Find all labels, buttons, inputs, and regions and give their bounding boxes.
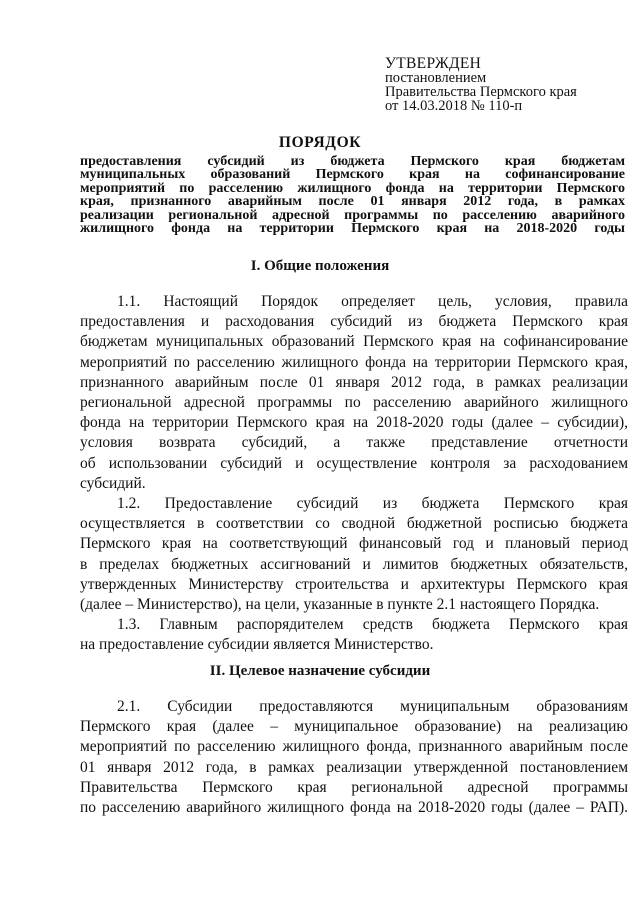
text-line: мероприятий по расселению жилищного фонда на территории Пермского края, <box>80 353 628 371</box>
text-line: 1.3. Главным распорядителем средств бюджета Пермского края <box>117 616 628 633</box>
text-line: осуществляется в соответствии со сводной бюджетной росписью бюджета <box>80 515 628 533</box>
subtitle-line: реализации региональной адресной программы по расселению аварийного <box>80 207 625 223</box>
text-line: 1.2. Предоставление субсидий из бюджета Пермского края <box>117 495 628 512</box>
text-line: Пермского края (далее – муниципальное образование) на реализацию <box>80 718 628 736</box>
text-line: мероприятий по расселению жилищного фонда, признанного аварийным после <box>80 738 628 756</box>
text-line: 01 января 2012 года, в рамках реализации утвержденной постановлением <box>80 758 628 776</box>
text-line: утвержденных Министерству строительства и архитектуры Пермского края <box>80 575 628 593</box>
text-line: в пределах бюджетных ассигнований и лимитов бюджетных обязательств, <box>80 555 628 573</box>
paragraph-2-1 <box>80 697 628 818</box>
text-line: по расселению аварийного жилищного фонда на 2018-2020 годы (далее – РАП). <box>80 799 628 817</box>
text-line: на предоставление субсидии является Министерство. <box>80 636 434 654</box>
section-1-heading: I. Общие положения <box>250 258 390 274</box>
subtitle-line: края, признанного аварийным после 01 января 2012 года, в рамках <box>80 194 625 210</box>
subtitle-line: мероприятий по расселению жилищного фонда на территории Пермского <box>80 180 625 196</box>
text-line: 1.1. Настоящий Порядок определяет цель, условия, правила <box>117 293 628 310</box>
document-subtitle <box>80 155 625 235</box>
text-line: фонда на территории Пермского края на 2018-2020 годы (далее – субсидии), <box>80 414 628 432</box>
text-line: (далее – Министерство), на цели, указанные в пункте 2.1 настоящего Порядка. <box>80 596 600 614</box>
approval-stamp <box>385 57 577 113</box>
document-title: ПОРЯДОК <box>278 134 362 151</box>
text-line: об использовании субсидий и осуществление контроля за расходованием <box>80 454 628 472</box>
text-line: субсидий. <box>80 474 146 492</box>
text-line: Правительства Пермского края региональной адресной программы <box>80 778 628 796</box>
text-line: условия возврата субсидий, а также представление отчетности <box>80 434 628 452</box>
approval-line: от 14.03.2018 № 110-п <box>385 98 523 114</box>
subtitle-line: муниципальных образований Пермского края на софинансирование <box>80 167 625 183</box>
text-line: 2.1. Субсидии предоставляются муниципальным образованиям <box>117 698 628 715</box>
subtitle-line: жилищного фонда на территории Пермского края на 2018-2020 годы <box>80 221 625 237</box>
paragraph-1-3 <box>80 615 628 655</box>
paragraph-1-1 <box>80 292 628 494</box>
text-line: бюджетам муниципальных образований Пермского края на софинансирование <box>80 333 628 351</box>
section-2-heading: II. Целевое назначение субсидии <box>209 663 431 679</box>
approval-line: Правительства Пермского края <box>385 84 577 100</box>
approval-title: УТВЕРЖДЕН <box>385 55 482 72</box>
text-line: Пермского края на соответствующий финансовый год и плановый период <box>80 535 628 553</box>
text-line: предоставления и расходования субсидий из бюджета Пермского края <box>80 313 628 331</box>
paragraph-1-2 <box>80 494 628 615</box>
text-line: признанного аварийным после 01 января 2012 года, в рамках реализации <box>80 373 628 391</box>
text-line: региональной адресной программы по расселению аварийного жилищного <box>80 394 628 412</box>
approval-line: постановлением <box>385 70 487 86</box>
subtitle-line: предоставления субсидий из бюджета Пермского края бюджетам <box>80 154 625 169</box>
